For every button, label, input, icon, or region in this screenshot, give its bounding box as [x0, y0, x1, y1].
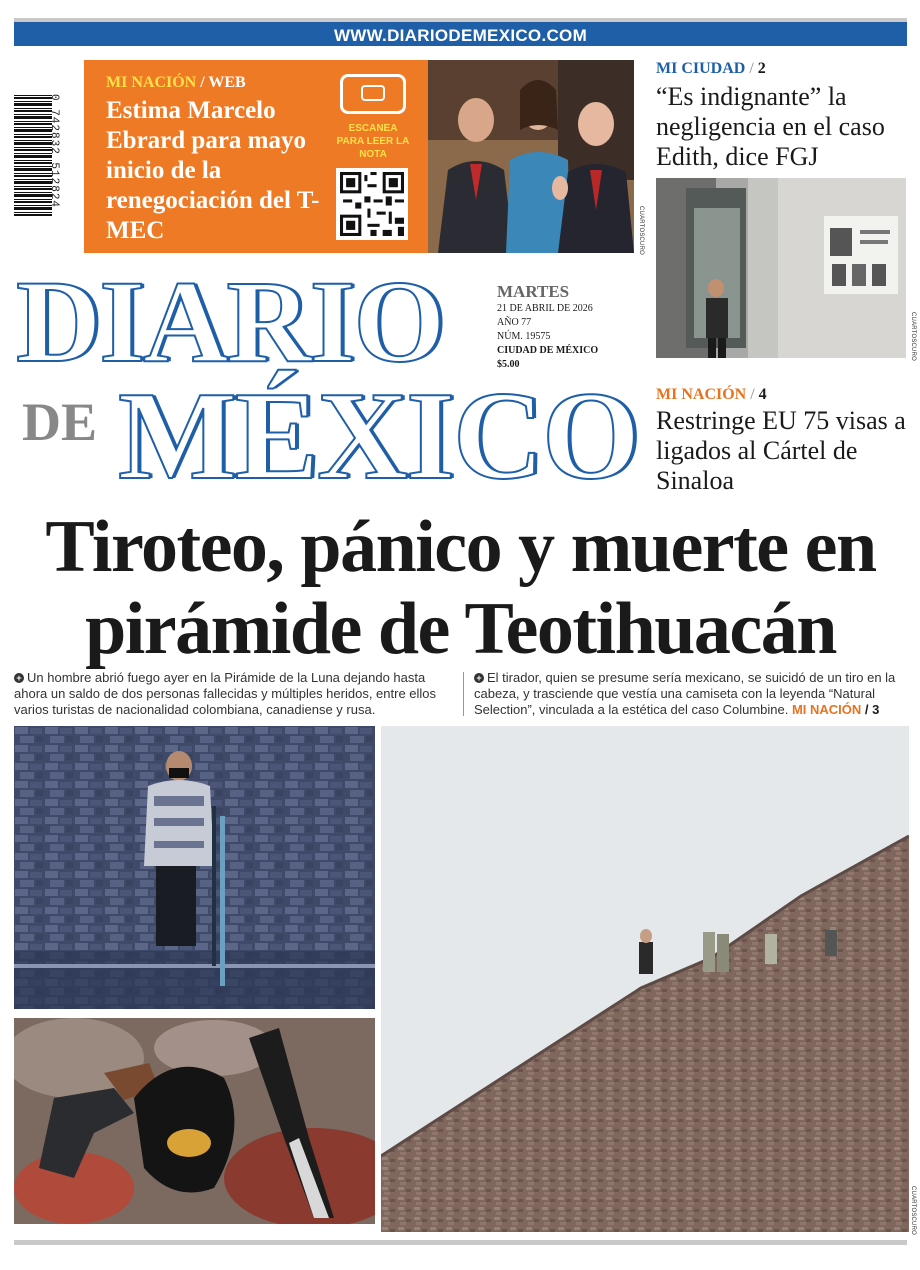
right-top-section: MI CIUDAD: [656, 60, 746, 77]
pyramid-photo: [381, 726, 909, 1232]
qr-code[interactable]: [336, 168, 408, 240]
deck-right-page: 3: [872, 702, 880, 717]
edition-day: MARTES: [497, 282, 570, 301]
main-photo-credit: CUARTOSCURO: [910, 1186, 916, 1235]
deck-right-section[interactable]: MI NACIÓN: [791, 702, 862, 717]
masthead-mexico: MÉXICO: [118, 367, 638, 506]
deck-left-text: Un hombre abrió fuego ayer en la Pirámide de la Luna dejando hasta ahora un saldo de dos personas fallecidas y múltiples heridos, entre ellos varios turistas de nacionalidad colombiana, canadiense y rusa.: [14, 670, 437, 717]
deck-left: [14, 670, 452, 718]
right-top-page: 2: [757, 60, 766, 77]
qr-code-icon: [340, 172, 404, 236]
scan-instruction: ESCANEA PARA LEER LA NOTA: [336, 123, 410, 160]
ebrard-photo: [428, 60, 634, 253]
promo-section: MI NACIÓN: [106, 74, 197, 91]
edition-date: 21 DE ABRIL DE 2026: [497, 303, 593, 314]
footer-rule: [14, 1240, 907, 1245]
right-bottom-section-label: MI NACIÓN / 4: [656, 386, 767, 403]
right-bottom-headline[interactable]: Restringe EU 75 visas a ligados al Cártel de Sinaloa: [656, 406, 906, 495]
masthead-de: DE: [22, 392, 98, 452]
shooter-photo: [14, 726, 375, 1009]
promo-subsection: WEB: [208, 74, 246, 91]
masthead-diario: DIARIO: [16, 256, 444, 387]
deck-right-text: El tirador, quien se presume sería mexicano, se suicidó de un tiro en la cabeza, y trasciende que vestía una camiseta con la leyenda “Natural Selection”, vinculada a la estética del caso Columbine.: [474, 670, 896, 717]
video-camera-icon: [361, 85, 385, 101]
web-promo-box[interactable]: [84, 60, 428, 253]
plus-icon: +: [474, 673, 484, 683]
deck-right: + El tirador, quien se presume sería mexicano, se suicidó de un tiro en la cabeza, y trasciende que vestía una camiseta con la leyenda “Natural Selection”, vinculada a la estética del caso Columbine. MI NACIÓN / 3: [474, 670, 896, 717]
website-url-bar[interactable]: WWW.DIARIODEMEXICO.COM: [14, 18, 907, 46]
deck-divider: [463, 672, 464, 716]
main-headline-line1: Tiroteo, pánico y muerte en: [45, 506, 876, 588]
right-top-section-label: MI CIUDAD / 2: [656, 60, 766, 77]
promo-section-label: MI NACIÓN / WEB: [106, 74, 246, 91]
promo-headline[interactable]: Estima Marcelo Ebrard para mayo inicio de la renegociación del T-MEC: [106, 97, 320, 244]
barcode-number: 0 742832 512824: [48, 94, 60, 209]
weapons-photo: [14, 1018, 375, 1224]
edition-city: CIUDAD DE MÉXICO: [497, 345, 599, 356]
edition-number: NÚM. 19575: [497, 331, 551, 342]
main-headline[interactable]: [14, 506, 907, 670]
promo-photo-credit: CUARTOSCURO: [638, 206, 644, 255]
right-photo-credit: CUARTOSCURO: [910, 312, 916, 361]
phone-icon: [340, 74, 406, 114]
fgj-photo: [656, 178, 906, 358]
edition-price: $5.00: [497, 359, 520, 370]
right-bottom-page: 4: [758, 386, 767, 403]
main-headline-line2: pirámide de Teotihuacán: [85, 588, 836, 670]
right-bottom-section: MI NACIÓN: [656, 386, 747, 403]
barcode: [14, 94, 64, 216]
plus-icon: +: [14, 673, 24, 683]
edition-info: [497, 282, 647, 372]
edition-year: AÑO 77: [497, 317, 532, 328]
right-top-headline[interactable]: “Es indignante” la negligencia en el caso Edith, dice FGJ: [656, 82, 885, 171]
